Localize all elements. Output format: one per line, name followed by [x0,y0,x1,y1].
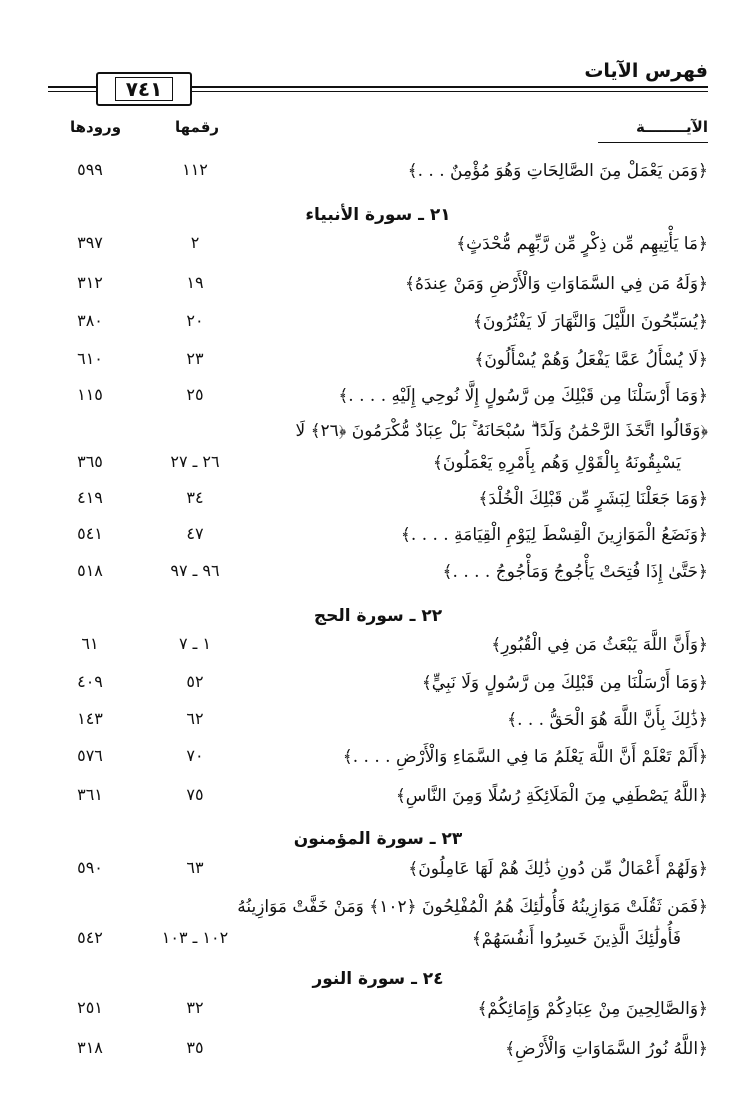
verse-text: ﴿وَقَالُوا اتَّخَذَ الرَّحْمَٰنُ وَلَدًا ۗ سُبْحَانَهُ ۚ بَلْ عِبَادٌ مُّكْرَمُونَ ﴿٢٦﴾ لَا [295,421,708,441]
verse-row [0,488,756,528]
verse-number: ٦٢ [186,709,204,728]
occurrence-page: ٣٦١ [77,785,103,804]
verse-text: ﴿وَمَا أَرْسَلْنَا مِن قَبْلِكَ مِن رَّسُولٍ وَلَا نَبِيٍّ﴾ [421,673,708,693]
occurrence-page: ١٤٣ [77,709,103,728]
verse-row [0,561,756,601]
verse-text: ﴿وَنَضَعُ الْمَوَازِينَ الْقِسْطَ لِيَوْمِ الْقِيَامَةِ . . . .﴾ [400,525,708,545]
page-header-title: فهرس الآيات [584,60,708,82]
verse-text: ﴿وَلَهُمْ أَعْمَالٌ مِّن دُونِ ذَٰلِكَ هُمْ لَهَا عَامِلُونَ﴾ [408,859,708,879]
header-rule-right [186,86,708,88]
occurrence-page: ٥٧٦ [77,746,103,765]
verse-number: ٢ [190,233,200,252]
occurrence-page: ٣٩٧ [77,233,103,252]
verse-text: ﴿ذَٰلِكَ بِأَنَّ اللَّهَ هُوَ الْحَقُّ . . .﴾ [507,710,708,730]
verse-text: ﴿حَتَّىٰ إِذَا فُتِحَتْ يَأْجُوجُ وَمَأْجُوجُ . . . .﴾ [442,562,708,582]
occurrence-page: ٤٠٩ [77,672,103,691]
verse-row [0,233,756,273]
verse-row [0,524,756,564]
verse-number: ٢٦ ـ ٢٧ [170,452,220,471]
occurrence-page: ٣٨٠ [77,311,103,330]
verse-row [0,273,756,313]
verse-number: ١١٢ [182,160,208,179]
verse-row [0,746,756,786]
occurrence-page: ٥١٨ [77,561,103,580]
occurrence-page: ٦١ [81,634,99,653]
verse-text: ﴿وَأَنَّ اللَّهَ يَبْعَثُ مَن فِي الْقُبُورِ﴾ [491,635,708,655]
occurrence-page: ٦١٠ [77,349,103,368]
header-rule-left [48,86,98,88]
surah-title: ٢٢ ـ سورة الحج [313,606,443,626]
column-header-verse: الآيــــــــة [635,118,708,136]
verse-text: ﴿اللَّهُ نُورُ السَّمَاوَاتِ وَالْأَرْضِ﴾ [505,1039,708,1059]
verse-row [0,634,756,674]
column-header-underline [598,142,708,143]
verse-row [0,311,756,351]
verse-number: ٣٥ [186,1038,204,1057]
occurrence-page: ٣١٢ [77,273,103,292]
verse-row [0,349,756,389]
verse-number: ٣٤ [186,488,204,507]
occurrence-page: ٥٩٠ [77,858,103,877]
verse-row [0,709,756,749]
occurrence-page: ٥٤٢ [77,928,103,947]
verse-text: ﴿أَلَمْ تَعْلَمْ أَنَّ اللَّهَ يَعْلَمُ مَا فِي السَّمَاءِ وَالْأَرْضِ . . . .﴾ [342,747,708,767]
verse-text: ﴿مَا يَأْتِيهِم مِّن ذِكْرٍ مِّن رَّبِّهِم مُّحْدَثٍ﴾ [456,234,708,254]
verse-number: ٩٦ ـ ٩٧ [170,561,220,580]
verse-number: ٦٣ [186,858,204,877]
occurrence-page: ٣٦٥ [77,452,103,471]
verse-row [0,785,756,825]
verse-row [0,998,756,1038]
verse-text: ﴿اللَّهُ يَصْطَفِي مِنَ الْمَلَائِكَةِ رُسُلًا وَمِنَ النَّاسِ﴾ [395,786,708,806]
verse-text: ﴿وَمَا جَعَلْنَا لِبَشَرٍ مِّن قَبْلِكَ الْخُلْدَ﴾ [478,489,708,509]
verse-text: ﴿فَمَن ثَقُلَتْ مَوَازِينُهُ فَأُولَٰئِكَ هُمُ الْمُفْلِحُونَ ﴿١٠٢﴾ وَمَنْ خَفَّتْ مَوَازِينُهُ [237,897,708,917]
occurrence-page: ١١٥ [77,385,103,404]
verse-row [0,160,756,200]
verse-row [0,1038,756,1078]
surah-title: ٢٣ ـ سورة المؤمنون [293,829,463,849]
column-header-page: ورودها [70,118,122,136]
verse-text: ﴿لَا يُسْأَلُ عَمَّا يَفْعَلُ وَهُمْ يُسْأَلُونَ﴾ [474,350,708,370]
surah-title: ٢١ ـ سورة الأنبياء [305,205,451,225]
verse-text: ﴿وَالصَّالِحِينَ مِنْ عِبَادِكُمْ وَإِمَائِكُمْ﴾ [477,999,708,1019]
header-rule-left-thin [48,91,98,92]
verse-number: ١ ـ ٧ [178,634,212,653]
verse-row [0,928,756,968]
page-number: ٧٤١ [115,77,174,101]
verse-row [0,385,756,425]
page-number-box [96,72,192,106]
verse-text: ﴿وَلَهُ مَن فِي السَّمَاوَاتِ وَالْأَرْضِ وَمَنْ عِندَهُ﴾ [405,274,708,294]
verse-text: يَسْبِقُونَهُ بِالْقَوْلِ وَهُم بِأَمْرِهِ يَعْمَلُونَ﴾ [432,453,681,473]
verse-text: ﴿وَمَا أَرْسَلْنَا مِن قَبْلِكَ مِن رَّسُولٍ إِلَّا نُوحِي إِلَيْهِ . . . .﴾ [338,386,708,406]
verse-number: ١٠٢ ـ ١٠٣ [161,928,229,947]
verse-text: ﴿يُسَبِّحُونَ اللَّيْلَ وَالنَّهَارَ لَا يَفْتُرُونَ﴾ [472,312,708,332]
occurrence-page: ٥٩٩ [77,160,103,179]
surah-title: ٢٤ ـ سورة النور [312,969,444,989]
verse-row [0,452,756,492]
verse-number: ٧٥ [186,785,204,804]
column-header-number: رقمها [175,118,220,136]
verse-number: ١٩ [186,273,204,292]
verse-row [0,858,756,898]
verse-text: فَأُولَٰئِكَ الَّذِينَ خَسِرُوا أَنفُسَهُمْ﴾ [471,929,681,949]
verse-number: ٧٠ [186,746,204,765]
occurrence-page: ٤١٩ [77,488,103,507]
verse-number: ٣٢ [186,998,204,1017]
header-rule-right-thin [186,91,708,92]
occurrence-page: ٥٤١ [77,524,103,543]
verse-number: ٢٥ [186,385,204,404]
occurrence-page: ٣١٨ [77,1038,103,1057]
verse-number: ٢٣ [186,349,204,368]
verse-text: ﴿وَمَن يَعْمَلْ مِنَ الصَّالِحَاتِ وَهُوَ مُؤْمِنٌ . . .﴾ [407,161,708,181]
verse-number: ٤٧ [186,524,204,543]
occurrence-page: ٢٥١ [77,998,103,1017]
verse-row [0,672,756,712]
verse-number: ٥٢ [186,672,204,691]
verse-number: ٢٠ [186,311,204,330]
